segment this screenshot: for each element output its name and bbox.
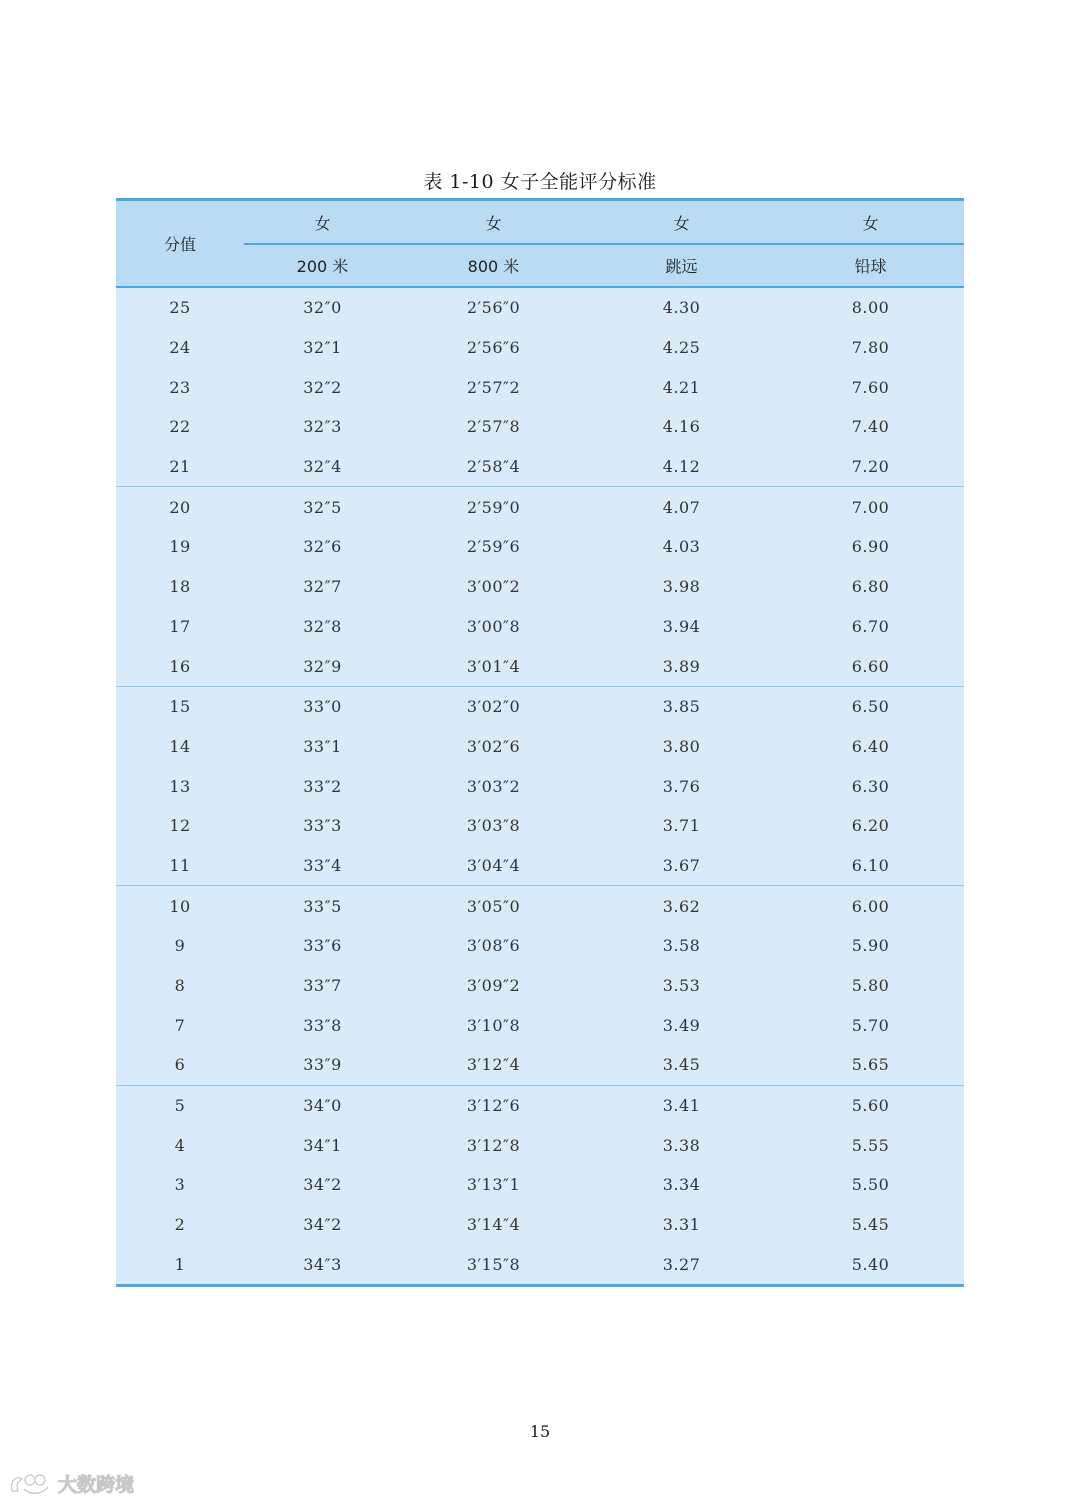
table-row: [116, 1165, 964, 1205]
shot-put-cell: 6.60: [777, 646, 964, 686]
table-row: [116, 806, 964, 846]
time-800m-cell: 3′04″4: [401, 846, 586, 886]
table-row: [116, 328, 964, 368]
time-200m-cell: 32″3: [303, 417, 342, 437]
shot-put-cell: 5.80: [851, 976, 890, 996]
table-row: [116, 926, 964, 966]
shot-put-cell: 7.80: [851, 338, 890, 358]
table-row: [116, 1085, 964, 1125]
shot-put-cell: 5.40: [851, 1254, 890, 1274]
shot-put-cell: 7.40: [851, 417, 890, 437]
time-800m-cell: 3′12″6: [466, 1096, 521, 1116]
shot-put-cell: 5.65: [777, 1045, 964, 1085]
shot-put-cell: 5.55: [851, 1135, 890, 1155]
header-group: 女: [777, 201, 964, 244]
score-cell: 15: [169, 697, 191, 717]
score-cell: 25: [169, 298, 191, 318]
score-cell: 9: [174, 936, 186, 956]
score-cell: 12: [169, 816, 191, 836]
time-200m-cell: 32″1: [303, 338, 342, 358]
long-jump-cell: 4.12: [586, 447, 777, 487]
time-800m-cell: 3′02″0: [466, 697, 521, 717]
watermark-text: 大数跨境: [58, 1474, 135, 1496]
time-800m-cell: 3′13″1: [466, 1175, 521, 1195]
time-800m-cell: 3′03″2: [466, 776, 521, 796]
table-row: [116, 646, 964, 686]
scoring-table-container: [116, 198, 964, 1287]
score-cell: 7: [174, 1015, 186, 1035]
header-group: 女: [401, 201, 586, 244]
table-row: [116, 846, 964, 886]
time-200m-cell: 33″6: [303, 936, 342, 956]
score-cell: 19: [169, 537, 191, 557]
watermark: [8, 1470, 134, 1497]
shot-put-cell: 6.40: [851, 736, 890, 756]
time-800m-cell: 3′12″4: [401, 1045, 586, 1085]
long-jump-cell: 4.03: [662, 537, 701, 557]
header-event-800m: 800 米: [401, 244, 586, 287]
time-200m-cell: 34″3: [303, 1254, 342, 1274]
table-body: [116, 287, 964, 1284]
shot-put-cell: 6.20: [851, 816, 890, 836]
time-800m-cell: 2′56″0: [466, 298, 521, 318]
shot-put-cell: 6.30: [851, 776, 890, 796]
long-jump-cell: 3.94: [662, 616, 701, 636]
header-group: 女: [586, 201, 777, 244]
time-800m-cell: 2′58″4: [401, 447, 586, 487]
score-cell: 5: [174, 1096, 186, 1116]
time-800m-cell: 3′12″8: [466, 1135, 521, 1155]
score-cell: 1: [174, 1254, 186, 1274]
time-800m-cell: 2′57″2: [466, 377, 521, 397]
time-200m-cell: 32″7: [303, 577, 342, 597]
score-cell: 6: [116, 1045, 244, 1085]
shot-put-cell: 7.20: [777, 447, 964, 487]
table-row: [116, 367, 964, 407]
time-800m-cell: 3′00″8: [466, 616, 521, 636]
long-jump-cell: 4.21: [662, 377, 701, 397]
table-row: [116, 607, 964, 647]
time-800m-cell: 2′56″6: [466, 338, 521, 358]
long-jump-cell: 3.49: [662, 1015, 701, 1035]
table-row: [116, 1045, 964, 1085]
time-800m-cell: 3′09″2: [466, 976, 521, 996]
time-200m-cell: 33″9: [244, 1045, 401, 1085]
shot-put-cell: 6.00: [851, 896, 890, 916]
header-group: 女: [244, 201, 401, 244]
long-jump-cell: 3.67: [586, 846, 777, 886]
score-cell: 16: [116, 646, 244, 686]
header-event-long-jump: 跳远: [586, 244, 777, 287]
time-800m-cell: 3′01″4: [401, 646, 586, 686]
time-800m-cell: 3′15″8: [466, 1254, 521, 1274]
table-row: [116, 966, 964, 1006]
time-200m-cell: 32″8: [303, 616, 342, 636]
score-cell: 13: [169, 776, 191, 796]
table-row: [116, 1245, 964, 1285]
time-200m-cell: 32″4: [244, 447, 401, 487]
header-score: 分值: [116, 201, 244, 287]
scoring-table: [116, 201, 964, 1284]
table-row: [116, 407, 964, 447]
time-800m-cell: 2′59″0: [466, 497, 521, 517]
time-200m-cell: 32″6: [303, 537, 342, 557]
shot-put-cell: 6.10: [777, 846, 964, 886]
score-cell: 10: [169, 896, 191, 916]
time-800m-cell: 3′08″6: [466, 936, 521, 956]
time-200m-cell: 33″7: [303, 976, 342, 996]
time-200m-cell: 34″1: [303, 1135, 342, 1155]
score-cell: 17: [169, 616, 191, 636]
score-cell: 3: [174, 1175, 186, 1195]
time-200m-cell: 34″2: [303, 1175, 342, 1195]
score-cell: 24: [169, 338, 191, 358]
time-800m-cell: 3′10″8: [466, 1015, 521, 1035]
table-row: [116, 1005, 964, 1045]
time-200m-cell: 32″5: [303, 497, 342, 517]
long-jump-cell: 4.07: [662, 497, 701, 517]
long-jump-cell: 3.41: [662, 1096, 701, 1116]
time-200m-cell: 34″0: [303, 1096, 342, 1116]
time-800m-cell: 3′03″8: [466, 816, 521, 836]
header-event-shot-put: 铅球: [777, 244, 964, 287]
long-jump-cell: 3.53: [662, 976, 701, 996]
long-jump-cell: 3.76: [662, 776, 701, 796]
score-cell: 18: [169, 577, 191, 597]
long-jump-cell: 3.38: [662, 1135, 701, 1155]
time-200m-cell: 33″0: [303, 697, 342, 717]
time-800m-cell: 3′00″2: [466, 577, 521, 597]
shot-put-cell: 6.90: [851, 537, 890, 557]
shot-put-cell: 6.70: [851, 616, 890, 636]
table-row: [116, 287, 964, 328]
score-cell: 21: [116, 447, 244, 487]
shot-put-cell: 7.60: [851, 377, 890, 397]
long-jump-cell: 3.85: [662, 697, 701, 717]
long-jump-cell: 3.98: [662, 577, 701, 597]
shot-put-cell: 5.90: [851, 936, 890, 956]
shot-put-cell: 5.60: [851, 1096, 890, 1116]
table-row: [116, 1205, 964, 1245]
shot-put-cell: 5.70: [851, 1015, 890, 1035]
time-200m-cell: 33″1: [303, 736, 342, 756]
score-cell: 2: [174, 1215, 186, 1235]
table-row: [116, 527, 964, 567]
long-jump-cell: 3.34: [662, 1175, 701, 1195]
table-row: [116, 886, 964, 926]
time-800m-cell: 3′05″0: [466, 896, 521, 916]
table-row: [116, 487, 964, 527]
long-jump-cell: 4.16: [662, 417, 701, 437]
watermark-logo-icon: [8, 1471, 54, 1497]
table-row: [116, 447, 964, 487]
long-jump-cell: 3.62: [662, 896, 701, 916]
score-cell: 11: [116, 846, 244, 886]
time-800m-cell: 2′57″8: [466, 417, 521, 437]
long-jump-cell: 3.89: [586, 646, 777, 686]
table-row: [116, 1125, 964, 1165]
time-800m-cell: 3′14″4: [466, 1215, 521, 1235]
long-jump-cell: 3.31: [662, 1215, 701, 1235]
shot-put-cell: 6.80: [851, 577, 890, 597]
time-200m-cell: 32″2: [303, 377, 342, 397]
score-cell: 8: [174, 976, 186, 996]
long-jump-cell: 3.71: [662, 816, 701, 836]
shot-put-cell: 5.50: [851, 1175, 890, 1195]
long-jump-cell: 3.58: [662, 936, 701, 956]
long-jump-cell: 3.27: [662, 1254, 701, 1274]
score-cell: 14: [169, 736, 191, 756]
time-800m-cell: 2′59″6: [466, 537, 521, 557]
header-event-200m: 200 米: [244, 244, 401, 287]
long-jump-cell: 3.80: [662, 736, 701, 756]
shot-put-cell: 6.50: [851, 697, 890, 717]
time-200m-cell: 33″4: [244, 846, 401, 886]
score-cell: 20: [169, 497, 191, 517]
table-row: [116, 766, 964, 806]
page-number: 15: [529, 1422, 551, 1441]
score-cell: 22: [169, 417, 191, 437]
time-200m-cell: 33″8: [303, 1015, 342, 1035]
score-cell: 23: [169, 377, 191, 397]
time-200m-cell: 34″2: [303, 1215, 342, 1235]
shot-put-cell: 5.45: [851, 1215, 890, 1235]
time-200m-cell: 32″0: [303, 298, 342, 318]
time-800m-cell: 3′02″6: [466, 736, 521, 756]
long-jump-cell: 3.45: [586, 1045, 777, 1085]
table-row: [116, 727, 964, 767]
time-200m-cell: 33″2: [303, 776, 342, 796]
shot-put-cell: 7.00: [851, 497, 890, 517]
table-title: 表 1-10 女子全能评分标准: [423, 171, 657, 193]
table-row: [116, 686, 964, 726]
long-jump-cell: 4.25: [662, 338, 701, 358]
table-header: [116, 201, 964, 287]
long-jump-cell: 4.30: [662, 298, 701, 318]
table-row: [116, 567, 964, 607]
time-200m-cell: 33″5: [303, 896, 342, 916]
time-200m-cell: 32″9: [244, 646, 401, 686]
score-cell: 4: [174, 1135, 186, 1155]
shot-put-cell: 8.00: [851, 298, 890, 318]
time-200m-cell: 33″3: [303, 816, 342, 836]
